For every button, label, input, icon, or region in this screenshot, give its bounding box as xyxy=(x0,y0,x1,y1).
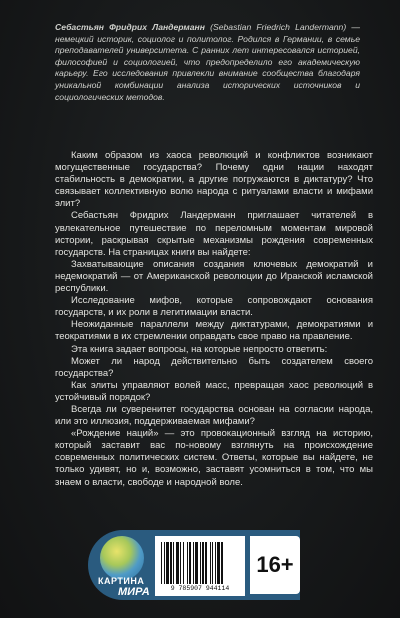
description-paragraph: «Рождение наций» — это провокационный взгляд на историю, который заставит вас по-новому взглянуть на происхождение современных политических систем. Ответы, которые вы найдете, не только удивят, но и, возможно, заставят усомниться в том, что мы знаем о власти, свободе и народной воле. xyxy=(55,428,373,488)
barcode-bar xyxy=(210,542,211,584)
globe-icon xyxy=(100,536,144,580)
barcode-bar xyxy=(212,542,213,584)
barcode-bars xyxy=(161,542,239,584)
barcode-bar xyxy=(189,542,191,584)
barcode-bar xyxy=(164,542,165,584)
isbn-barcode xyxy=(155,536,245,596)
publisher-logo-text-top: КАРТИНА xyxy=(98,576,145,586)
age-rating-badge: 16+ xyxy=(250,536,300,594)
description-paragraph: Как элиты управляют волей масс, превращая хаос революций в устойчивый порядок? xyxy=(55,379,373,403)
description-paragraph: Неожиданные параллели между диктатурами, демократиями и теократиями в их стремлении оправдать свое право на правление. xyxy=(55,319,373,343)
description-paragraph: Эта книга задает вопросы, на которые непросто ответить: xyxy=(71,343,328,355)
barcode-bar xyxy=(176,542,179,584)
author-bio-text: (Sebastian Friedrich Landermann) — немецкий историк, социолог и политолог. Родился в Германии, в семье преподавателей университета. С ранних лет интересовался историей, философией и социологией, что предопределило его академическую карьеру. Его исследования привлекли внимание сообщества благодаря уникальной комбинации анализа исторических источников и социологических методов. xyxy=(55,22,360,102)
barcode-bar xyxy=(202,542,204,584)
barcode-bar xyxy=(173,542,174,584)
barcode-bar xyxy=(193,542,194,584)
barcode-bar xyxy=(187,542,188,584)
barcode-bar xyxy=(217,542,220,584)
barcode-bar xyxy=(170,542,172,584)
barcode-bar xyxy=(205,542,207,584)
barcode-digits: 9 785907 944114 xyxy=(170,585,230,592)
author-bio xyxy=(55,22,360,103)
description-paragraph: Всегда ли суверенитет государства основан на согласии народа, или это иллюзия, поддерживаемая мифами? xyxy=(55,403,373,428)
description-paragraph: Захватывающие описания создания ключевых демократий и недемократий — от Американской революции до Иранской исламской республики. xyxy=(55,258,373,295)
description-paragraph: Может ли народ действительно быть создателем своего государства? xyxy=(55,355,373,379)
description-paragraph: Исследование мифов, которые сопровождают основания государств, и их роли в легитимации власти. xyxy=(55,295,373,319)
publisher-logo-text-bottom: МИРА xyxy=(118,586,150,598)
barcode-bar xyxy=(200,542,201,584)
barcode-bar xyxy=(166,542,169,584)
author-name: Себастьян Фридрих Ландерманн xyxy=(55,22,205,32)
barcode-bar xyxy=(221,542,223,584)
barcode-bar xyxy=(215,542,216,584)
barcode-bar xyxy=(161,542,162,584)
description-paragraph: Каким образом из хаоса революций и конфликтов возникают могущественные государства? Почему одни нации находят стабильность в демократии, а другие погружаются в диктатуру? Что связывает коллективную волю народа с ритуалами власти и мифами элит? xyxy=(55,150,373,210)
barcode-bar xyxy=(183,542,184,584)
book-description xyxy=(55,150,373,489)
description-paragraph: Себастьян Фридрих Ландерманн приглашает читателей в увлекательное путешествие по переломным моментам мировой истории, раскрывая скрытые механизмы рождения современных государств. На страницах книги вы найдете: xyxy=(55,210,373,258)
barcode-bar xyxy=(195,542,198,584)
barcode-bar xyxy=(180,542,181,584)
